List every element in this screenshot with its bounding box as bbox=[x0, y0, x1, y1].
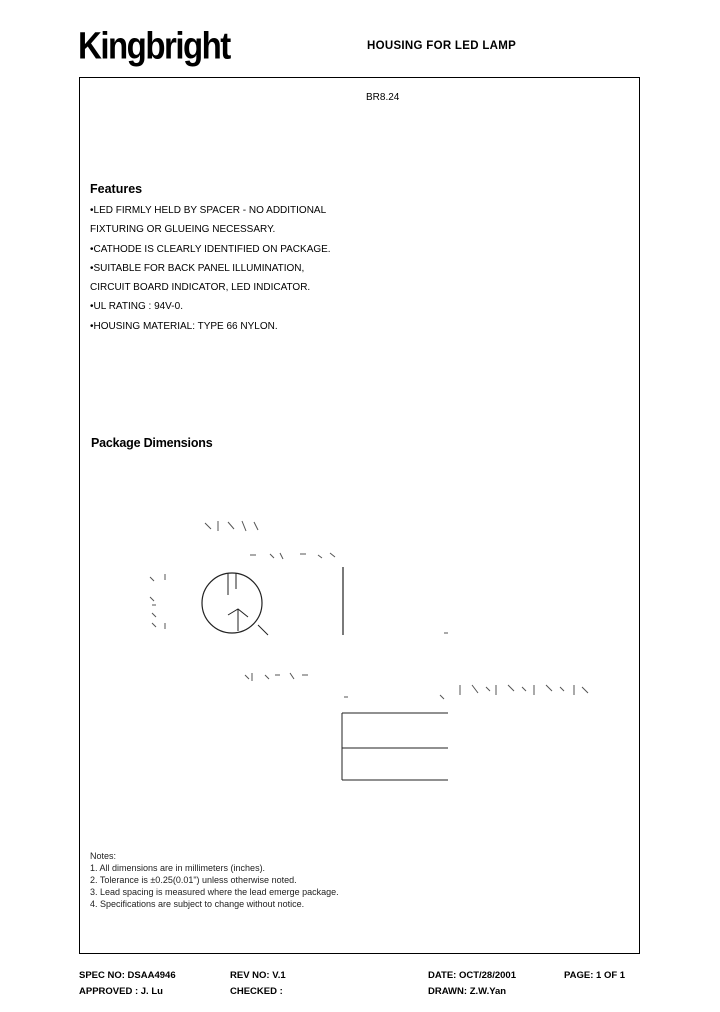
dimension-mark bbox=[205, 521, 258, 531]
spec-number: SPEC NO: DSAA4946 bbox=[79, 970, 176, 981]
feature-item: •UL RATING : 94V-0. bbox=[90, 301, 183, 313]
document-title: HOUSING FOR LED LAMP bbox=[367, 40, 517, 52]
feature-item: FIXTURING OR GLUEING NECESSARY. bbox=[90, 224, 276, 236]
page-number: PAGE: 1 OF 1 bbox=[564, 970, 626, 981]
dimension-mark bbox=[245, 673, 308, 681]
note-item: 2. Tolerance is ±0.25(0.01") unless otherwise noted. bbox=[90, 875, 297, 885]
feature-item: CIRCUIT BOARD INDICATOR, LED INDICATOR. bbox=[90, 282, 311, 294]
features-list bbox=[90, 204, 331, 339]
checked-by: CHECKED : bbox=[230, 986, 283, 997]
note-item: 3. Lead spacing is measured where the lead emerge package. bbox=[90, 887, 339, 897]
dimension-mark bbox=[460, 685, 588, 695]
feature-item: •SUITABLE FOR BACK PANEL ILLUMINATION, bbox=[90, 262, 305, 274]
feature-item: •HOUSING MATERIAL: TYPE 66 NYLON. bbox=[90, 320, 278, 332]
dimension-mark bbox=[150, 574, 165, 629]
note-item: 4. Specifications are subject to change without notice. bbox=[90, 899, 305, 909]
package-dimension-drawing bbox=[130, 505, 600, 795]
drawn-by: DRAWN: Z.W.Yan bbox=[428, 986, 507, 997]
leader-line bbox=[258, 625, 268, 635]
note-item: 1. All dimensions are in millimeters (inches). bbox=[90, 863, 266, 873]
cathode-notch bbox=[228, 609, 248, 631]
dimension-mark bbox=[344, 695, 444, 699]
issue-date: DATE: OCT/28/2001 bbox=[428, 970, 516, 981]
package-dimensions-heading: Package Dimensions bbox=[91, 436, 213, 450]
notes-block bbox=[90, 851, 339, 911]
revision-number: REV NO: V.1 bbox=[230, 970, 286, 981]
notes-heading: Notes: bbox=[90, 851, 117, 861]
approved-by: APPROVED : J. Lu bbox=[79, 986, 163, 997]
housing-circle bbox=[202, 573, 262, 633]
part-number: BR8.24 bbox=[366, 92, 400, 103]
feature-item: •CATHODE IS CLEARLY IDENTIFIED ON PACKAGE. bbox=[90, 243, 331, 255]
spacer-tab bbox=[228, 573, 236, 595]
feature-item: •LED FIRMLY HELD BY SPACER - NO ADDITIONAL bbox=[90, 205, 327, 216]
features-heading: Features bbox=[90, 182, 143, 196]
dimension-mark bbox=[250, 553, 335, 559]
brand-logo: Kingbright bbox=[78, 24, 230, 67]
